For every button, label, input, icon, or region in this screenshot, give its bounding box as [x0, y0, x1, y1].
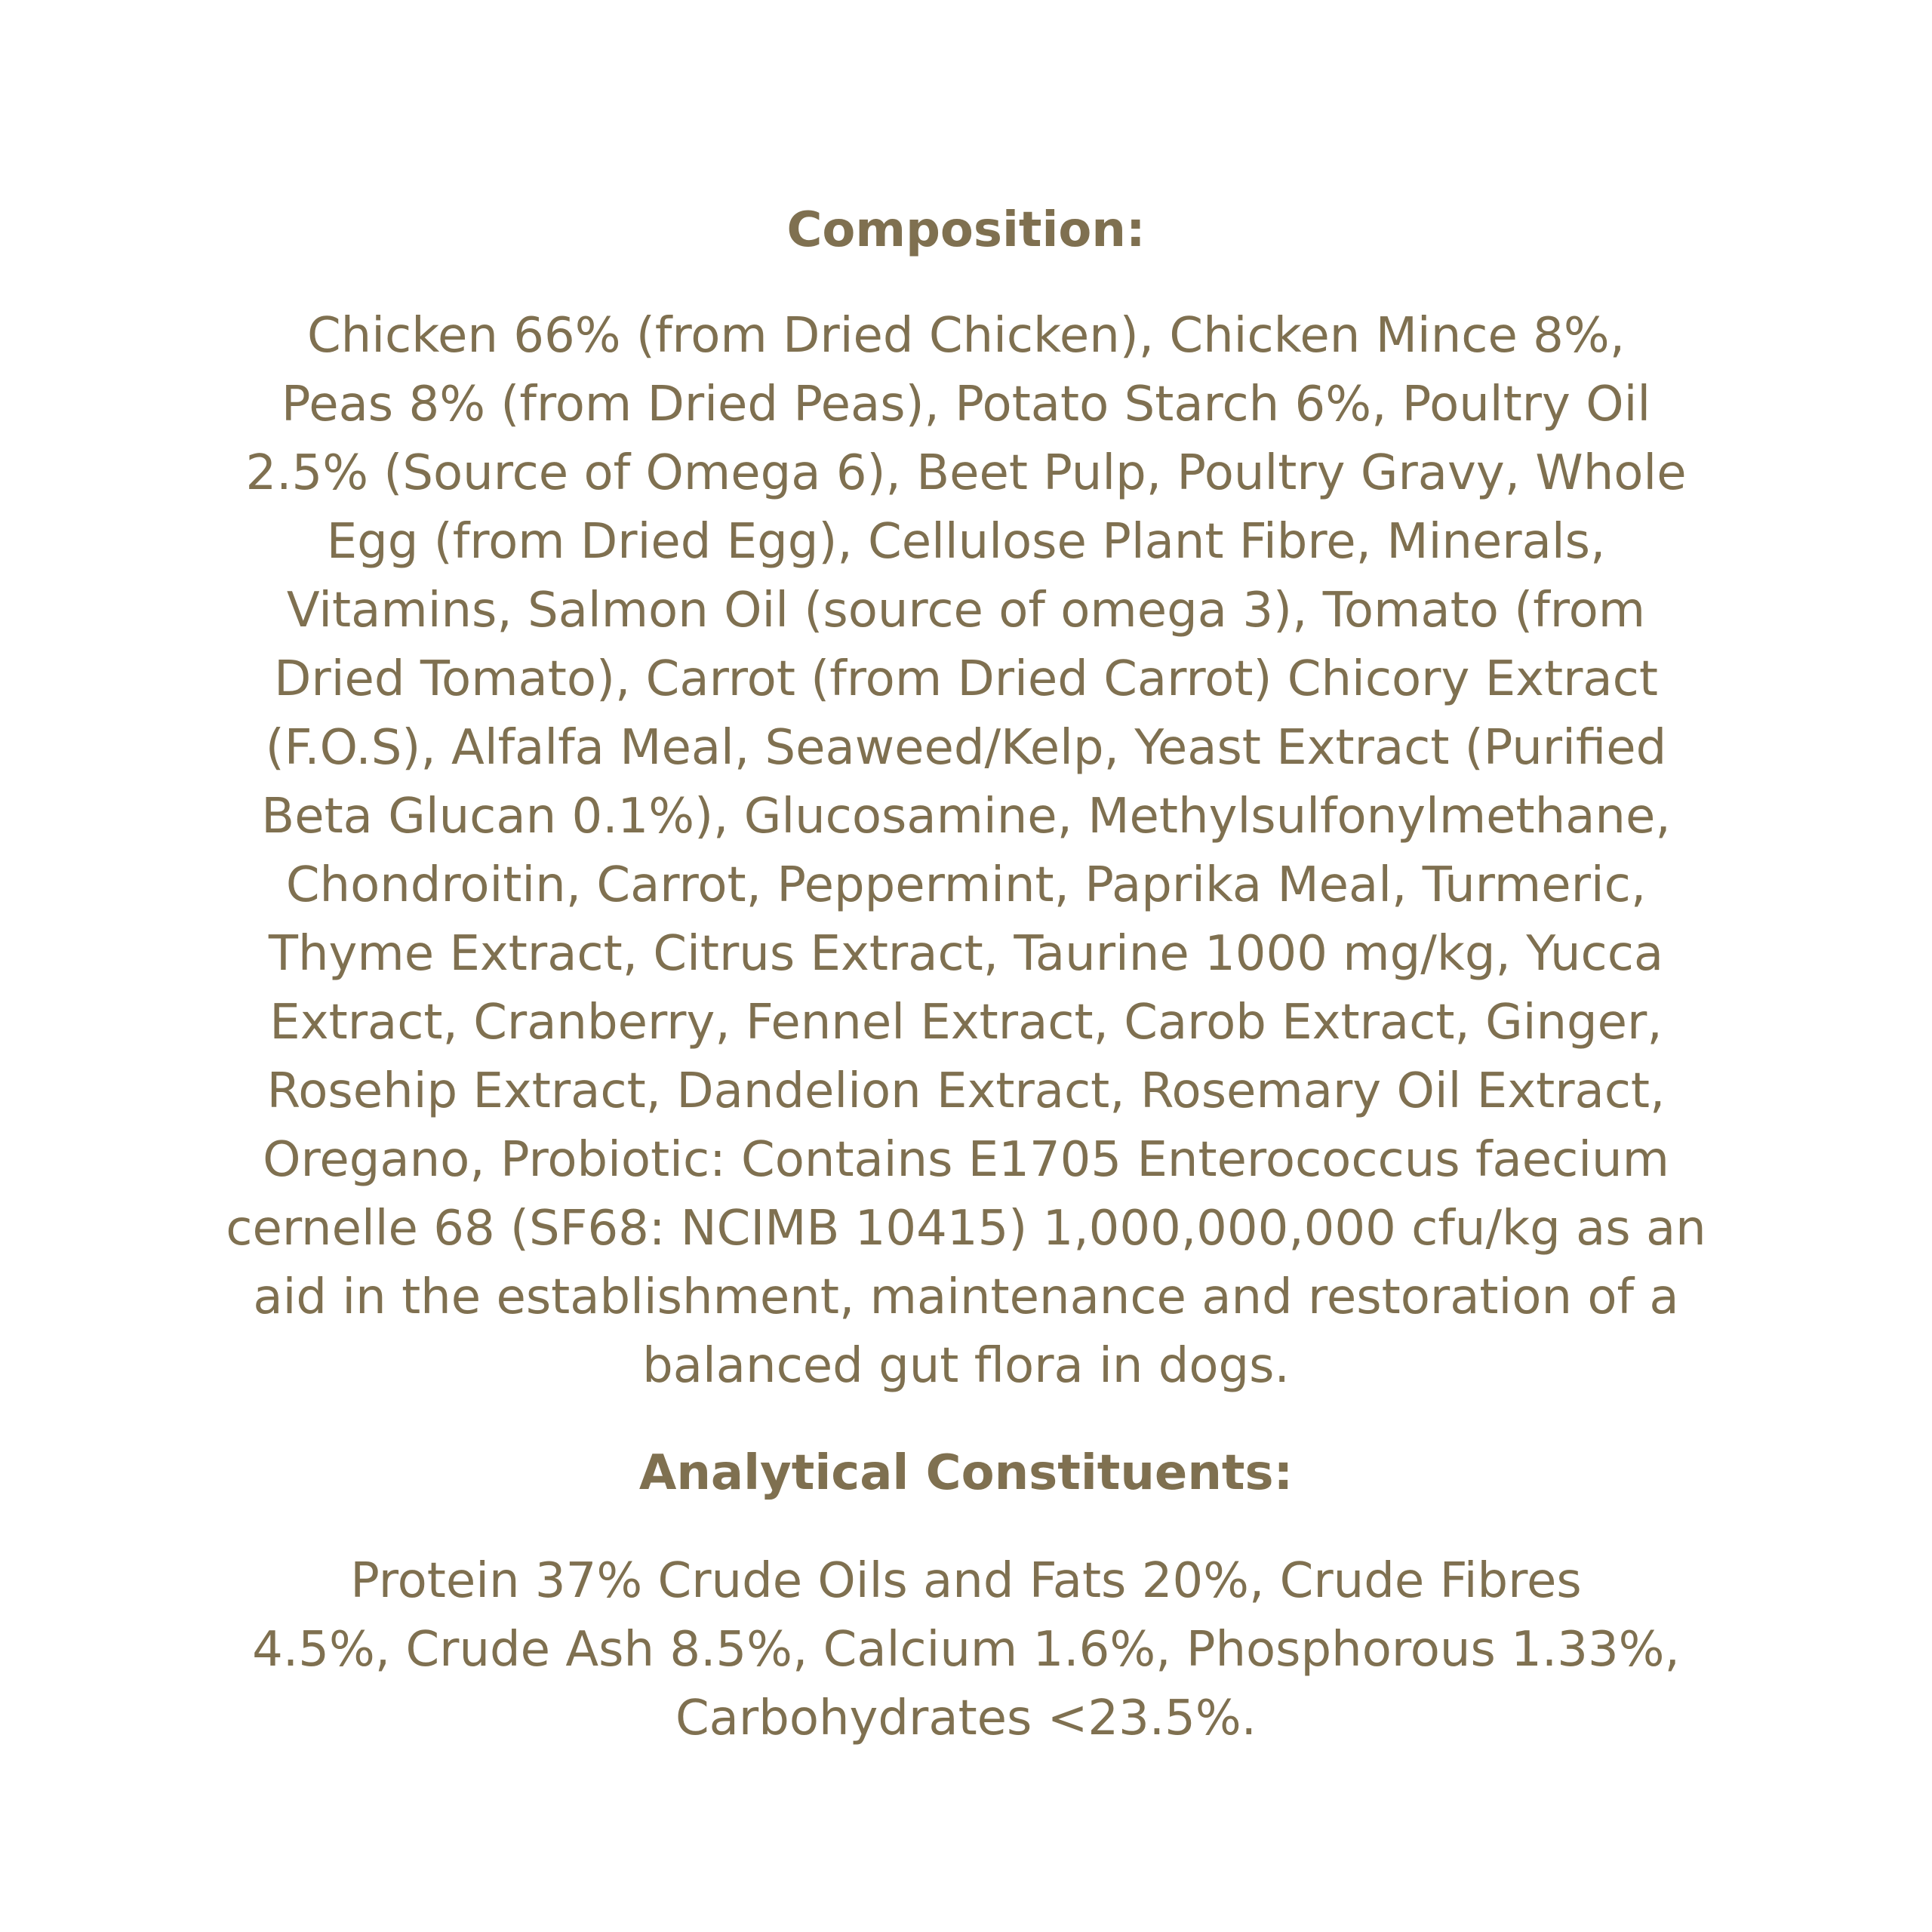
composition-line: Thyme Extract, Citrus Extract, Taurine 1000 mg/kg, Yucca — [268, 926, 1664, 982]
composition-line: Peas 8% (from Dried Peas), Potato Starch 6%, Poultry Oil — [281, 377, 1651, 432]
analytical-constituents-heading: Analytical Constituents: — [638, 1445, 1294, 1501]
composition-text — [0, 302, 1932, 1401]
composition-line: Extract, Cranberry, Fennel Extract, Carob Extract, Ginger, — [269, 995, 1663, 1051]
composition-heading: Composition: — [786, 202, 1146, 258]
composition-line: aid in the establishment, maintenance and restoration of a — [253, 1269, 1679, 1325]
composition-line: Vitamins, Salmon Oil (source of omega 3), Tomato (from — [286, 583, 1646, 638]
composition-line: balanced gut flora in dogs. — [642, 1338, 1290, 1394]
analytical-constituents-text — [0, 1547, 1932, 1753]
analytical-line: 4.5%, Crude Ash 8.5%, Calcium 1.6%, Phosphorous 1.33%, — [252, 1622, 1680, 1678]
composition-line: Chondroitin, Carrot, Peppermint, Paprika Meal, Turmeric, — [285, 857, 1647, 913]
composition-line: 2.5% (Source of Omega 6), Beet Pulp, Poultry Gravy, Whole — [245, 445, 1687, 501]
composition-line: Egg (from Dried Egg), Cellulose Plant Fibre, Minerals, — [326, 514, 1606, 570]
composition-line: Rosehip Extract, Dandelion Extract, Rosemary Oil Extract, — [266, 1063, 1666, 1119]
composition-line: Chicken 66% (from Dried Chicken), Chicken Mince 8%, — [306, 308, 1626, 364]
composition-line: (F.O.S), Alfalfa Meal, Seaweed/Kelp, Yeast Extract (Purified — [265, 720, 1667, 776]
composition-line: cernelle 68 (SF68: NCIMB 10415) 1,000,000,000 cfu/kg as an — [226, 1201, 1706, 1257]
composition-line: Oregano, Probiotic: Contains E1705 Enterococcus faecium — [263, 1132, 1669, 1188]
analytical-line: Protein 37% Crude Oils and Fats 20%, Crude Fibres — [350, 1553, 1582, 1609]
composition-line: Beta Glucan 0.1%), Glucosamine, Methylsulfonylmethane, — [261, 789, 1671, 844]
analytical-line: Carbohydrates <23.5%. — [675, 1690, 1257, 1746]
composition-line: Dried Tomato), Carrot (from Dried Carrot) Chicory Extract — [274, 651, 1658, 707]
